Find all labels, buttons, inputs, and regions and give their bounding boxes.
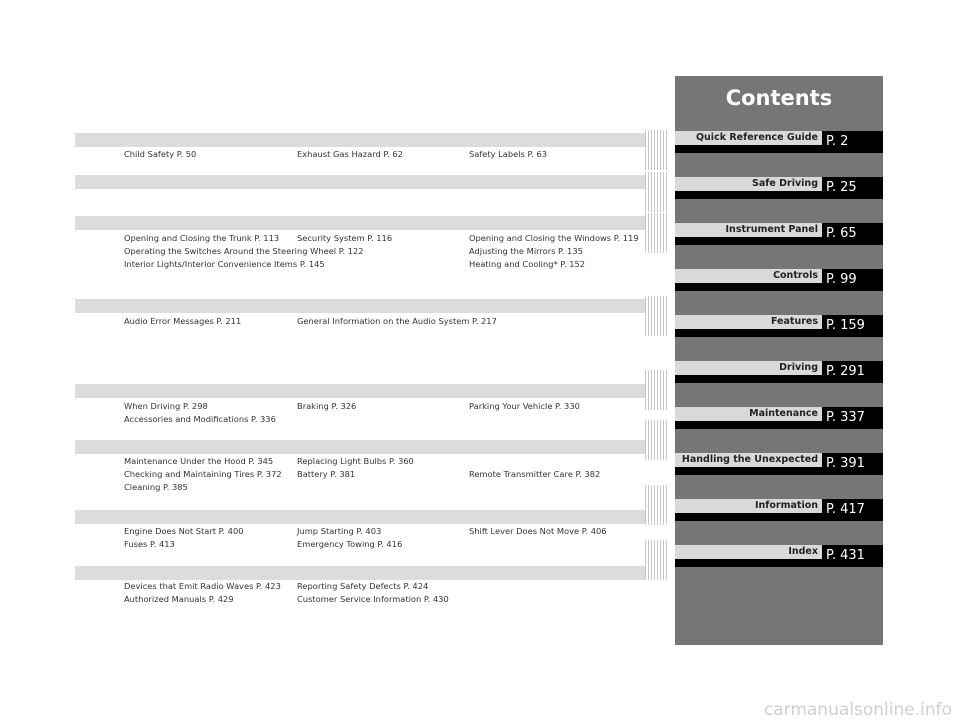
entry-line [124,525,644,538]
toc-link[interactable]: Braking P. 326 [297,401,357,411]
toc-link[interactable]: Authorized Manuals P. 429 [124,594,234,604]
nav-instrument-panel[interactable] [675,223,883,245]
entry-line [124,538,644,551]
nav-driving[interactable] [675,361,883,383]
entry-line [124,593,644,606]
entry-line [124,315,644,328]
watermark-text: carmanualsonline.info [763,700,952,720]
entry-line [124,245,644,258]
entry-line [124,148,644,161]
section-entries-5 [124,400,644,426]
section-band-8 [75,566,645,580]
section-entries-7 [124,525,644,551]
nav-page: P. 159 [822,315,883,337]
nav-handling-the-unexpected[interactable] [675,453,883,475]
nav-information[interactable] [675,499,883,521]
entry-line [124,580,644,593]
nav-label: Maintenance [675,407,822,421]
nav-page: P. 431 [822,545,883,567]
nav-label: Handling the Unexpected [675,453,822,467]
toc-link[interactable]: Remote Transmitter Care P. 382 [469,469,601,479]
nav-page: P. 391 [822,453,883,475]
toc-link[interactable]: Heating and Cooling* P. 152 [469,259,586,269]
entry-line [124,232,644,245]
toc-link[interactable]: Battery P. 381 [297,469,356,479]
toc-link[interactable]: Cleaning P. 385 [124,482,188,492]
nav-page: P. 25 [822,177,883,199]
nav-page: P. 99 [822,269,883,291]
toc-link[interactable]: Reporting Safety Defects P. 424 [297,581,429,591]
nav-underline [675,329,822,337]
toc-link[interactable]: Opening and Closing the Trunk P. 113 [124,233,280,243]
toc-link[interactable]: General Information on the Audio System P. 217 [297,316,497,326]
nav-underline [675,421,822,429]
toc-link[interactable]: Emergency Towing P. 416 [297,539,403,549]
section-entries-8 [124,580,644,606]
section-band-2 [75,175,645,189]
nav-underline [675,513,822,521]
toc-link[interactable]: Fuses P. 413 [124,539,175,549]
entry-line [124,455,644,468]
nav-underline [675,237,822,245]
nav-label: Information [675,499,822,513]
hatch-6 [645,420,669,460]
section-band-6 [75,440,645,454]
nav-page: P. 417 [822,499,883,521]
nav-label: Features [675,315,822,329]
entry-line [124,258,644,271]
hatch-2 [645,172,669,212]
toc-link[interactable]: Audio Error Messages P. 211 [124,316,242,326]
section-entries-4 [124,315,644,328]
nav-page: P. 291 [822,361,883,383]
toc-link[interactable]: Replacing Light Bulbs P. 360 [297,456,414,466]
toc-link[interactable]: Engine Does Not Start P. 400 [124,526,244,536]
entry-line [124,468,644,481]
toc-link[interactable]: When Driving P. 298 [124,401,208,411]
nav-features[interactable] [675,315,883,337]
entry-line [124,481,644,494]
toc-link[interactable]: Child Safety P. 50 [124,149,197,159]
hatch-1 [645,130,669,170]
toc-link[interactable]: Adjusting the Mirrors P. 135 [469,246,583,256]
contents-panel [675,76,883,645]
toc-link[interactable]: Customer Service Information P. 430 [297,594,449,604]
nav-label: Safe Driving [675,177,822,191]
nav-safe-driving[interactable] [675,177,883,199]
contents-title: Contents [725,86,833,110]
nav-label: Instrument Panel [675,223,822,237]
nav-label: Index [675,545,822,559]
nav-controls[interactable] [675,269,883,291]
nav-quick-reference-guide[interactable] [675,131,883,153]
section-band-5 [75,384,645,398]
toc-link[interactable]: Accessories and Modifications P. 336 [124,414,276,424]
toc-link[interactable]: Devices that Emit Radio Waves P. 423 [124,581,281,591]
nav-page: P. 65 [822,223,883,245]
toc-link[interactable]: Interior Lights/Interior Convenience Items P. 145 [124,259,325,269]
section-band-3 [75,216,645,230]
section-entries-1 [124,148,644,161]
nav-label: Controls [675,269,822,283]
hatch-8 [645,540,669,580]
nav-maintenance[interactable] [675,407,883,429]
toc-link[interactable]: Shift Lever Does Not Move P. 406 [469,526,607,536]
section-entries-6 [124,455,644,494]
toc-link[interactable]: Parking Your Vehicle P. 330 [469,401,580,411]
toc-link[interactable]: Jump Starting P. 403 [297,526,382,536]
toc-link[interactable]: Operating the Switches Around the Steering Wheel P. 122 [124,246,364,256]
nav-underline [675,191,822,199]
toc-link[interactable]: Maintenance Under the Hood P. 345 [124,456,274,466]
nav-page: P. 2 [822,131,883,153]
toc-link[interactable]: Safety Labels P. 63 [469,149,548,159]
hatch-5 [645,370,669,410]
toc-link[interactable]: Security System P. 116 [297,233,393,243]
nav-label: Quick Reference Guide [675,131,822,145]
nav-index[interactable] [675,545,883,567]
section-band-1 [75,133,645,147]
section-entries-3 [124,232,644,271]
toc-link[interactable]: Checking and Maintaining Tires P. 372 [124,469,282,479]
nav-underline [675,467,822,475]
nav-page: P. 337 [822,407,883,429]
toc-link[interactable]: Opening and Closing the Windows P. 119 [469,233,639,243]
toc-link[interactable]: Exhaust Gas Hazard P. 62 [297,149,403,159]
hatch-4 [645,296,669,336]
entry-line [124,400,644,413]
nav-underline [675,283,822,291]
section-band-4 [75,299,645,313]
entry-line [124,413,644,426]
nav-label: Driving [675,361,822,375]
section-band-7 [75,510,645,524]
nav-underline [675,145,822,153]
nav-underline [675,559,822,567]
nav-underline [675,375,822,383]
hatch-7 [645,485,669,525]
hatch-3 [645,213,669,253]
